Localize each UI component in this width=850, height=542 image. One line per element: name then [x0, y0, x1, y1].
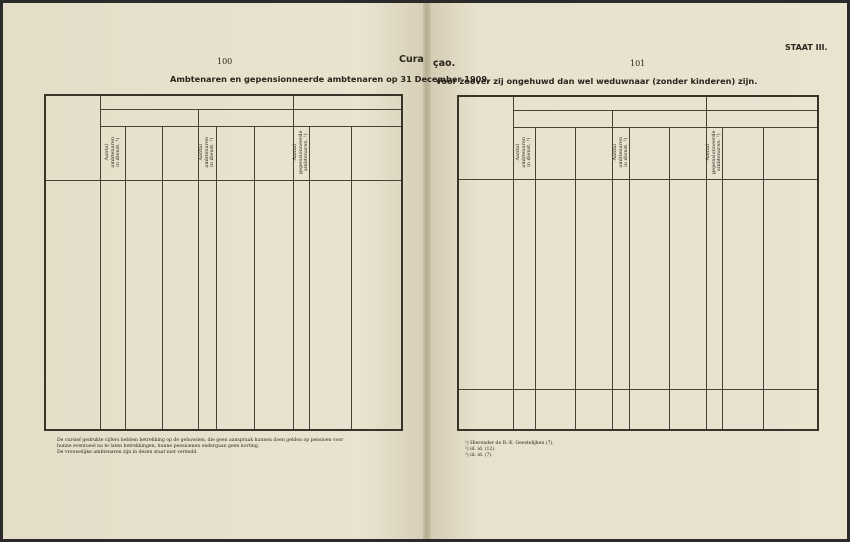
footnote-3: ³) id. id. (7).: [465, 453, 493, 458]
count-header-line: ambtenaren. ²): [302, 133, 309, 172]
count-header-line: in dienst. ¹): [208, 137, 215, 167]
note-line-2: hunne eventueel na te laten betrekkingen; hunne pensioenen ondergaan geen korting.: [57, 444, 260, 449]
column-rule: [216, 126, 217, 429]
note-line-3: De vrouwelijke ambtenaren zijn in dezen staat niet vermeld.: [57, 450, 198, 455]
count-header-line: Aantal: [704, 144, 711, 161]
right-page-number: 101: [630, 59, 646, 68]
count-header-line: ambtenaren: [108, 136, 115, 168]
column-rule: [575, 127, 576, 429]
right-table: [457, 95, 819, 431]
right-count-header: [706, 126, 723, 178]
count-header-line: ambtenaren: [203, 136, 210, 168]
page-title-right: voor zoover zij ongehuwd dan wel weduwnaar (zonder kinderen) zijn.: [436, 76, 758, 86]
left-page-number: 100: [217, 57, 233, 66]
left-count-header: [293, 126, 310, 178]
header-rule: [293, 109, 401, 110]
right-count-header: [516, 126, 533, 178]
count-header-line: in dienst. ¹): [114, 137, 121, 167]
header-rule: [513, 110, 706, 111]
right-count-header: [612, 126, 629, 178]
count-header-line: gepensionneerde: [297, 130, 304, 175]
left-table: [44, 94, 403, 431]
page-title-left: Ambtenaren en gepensionneerde ambtenaren op 31 December 1909,: [170, 74, 491, 84]
column-rule: [162, 126, 163, 429]
footnote-2: ²) id. id. (12).: [465, 447, 496, 452]
column-rule: [100, 96, 101, 429]
footnote-1: ¹) Hieronder de R.-K. Geestelijken (7).: [465, 441, 554, 446]
count-header-line: gepensionneerde: [710, 130, 717, 175]
count-header-line: ambtenaren. ²): [715, 133, 722, 172]
count-header-line: Aantal: [291, 144, 298, 161]
column-rule: [535, 127, 536, 429]
left-count-header: [199, 126, 216, 178]
left-count-header: [104, 126, 121, 178]
header-rule: [706, 110, 817, 111]
count-header-line: Aantal: [611, 144, 618, 161]
count-header-line: Aantal: [197, 144, 204, 161]
total-rule: [459, 389, 817, 390]
column-rule: [254, 126, 255, 429]
column-rule: [763, 127, 764, 429]
book-spread: [3, 3, 847, 539]
count-header-line: ambtenaren: [616, 136, 623, 168]
count-header-line: in dienst. ¹): [525, 137, 532, 167]
column-rule: [669, 127, 670, 429]
count-header-line: Aantal: [514, 144, 521, 161]
country-name-left: Cura: [399, 54, 424, 65]
column-rule: [351, 126, 352, 429]
staat-label: STAAT III.: [785, 43, 828, 52]
count-header-line: in dienst. ¹): [622, 137, 629, 167]
note-line-1: De cursief gedrukte cijfers hebben betrekking op de gehuwden, die geen aanspraak kunnen doen gelden op pensioen voor: [57, 438, 344, 443]
count-header-line: ambtenaren: [520, 136, 527, 168]
header-rule: [100, 109, 293, 110]
column-rule: [125, 126, 126, 429]
count-header-line: Aantal: [103, 144, 110, 161]
country-name-right: çao.: [433, 58, 456, 69]
